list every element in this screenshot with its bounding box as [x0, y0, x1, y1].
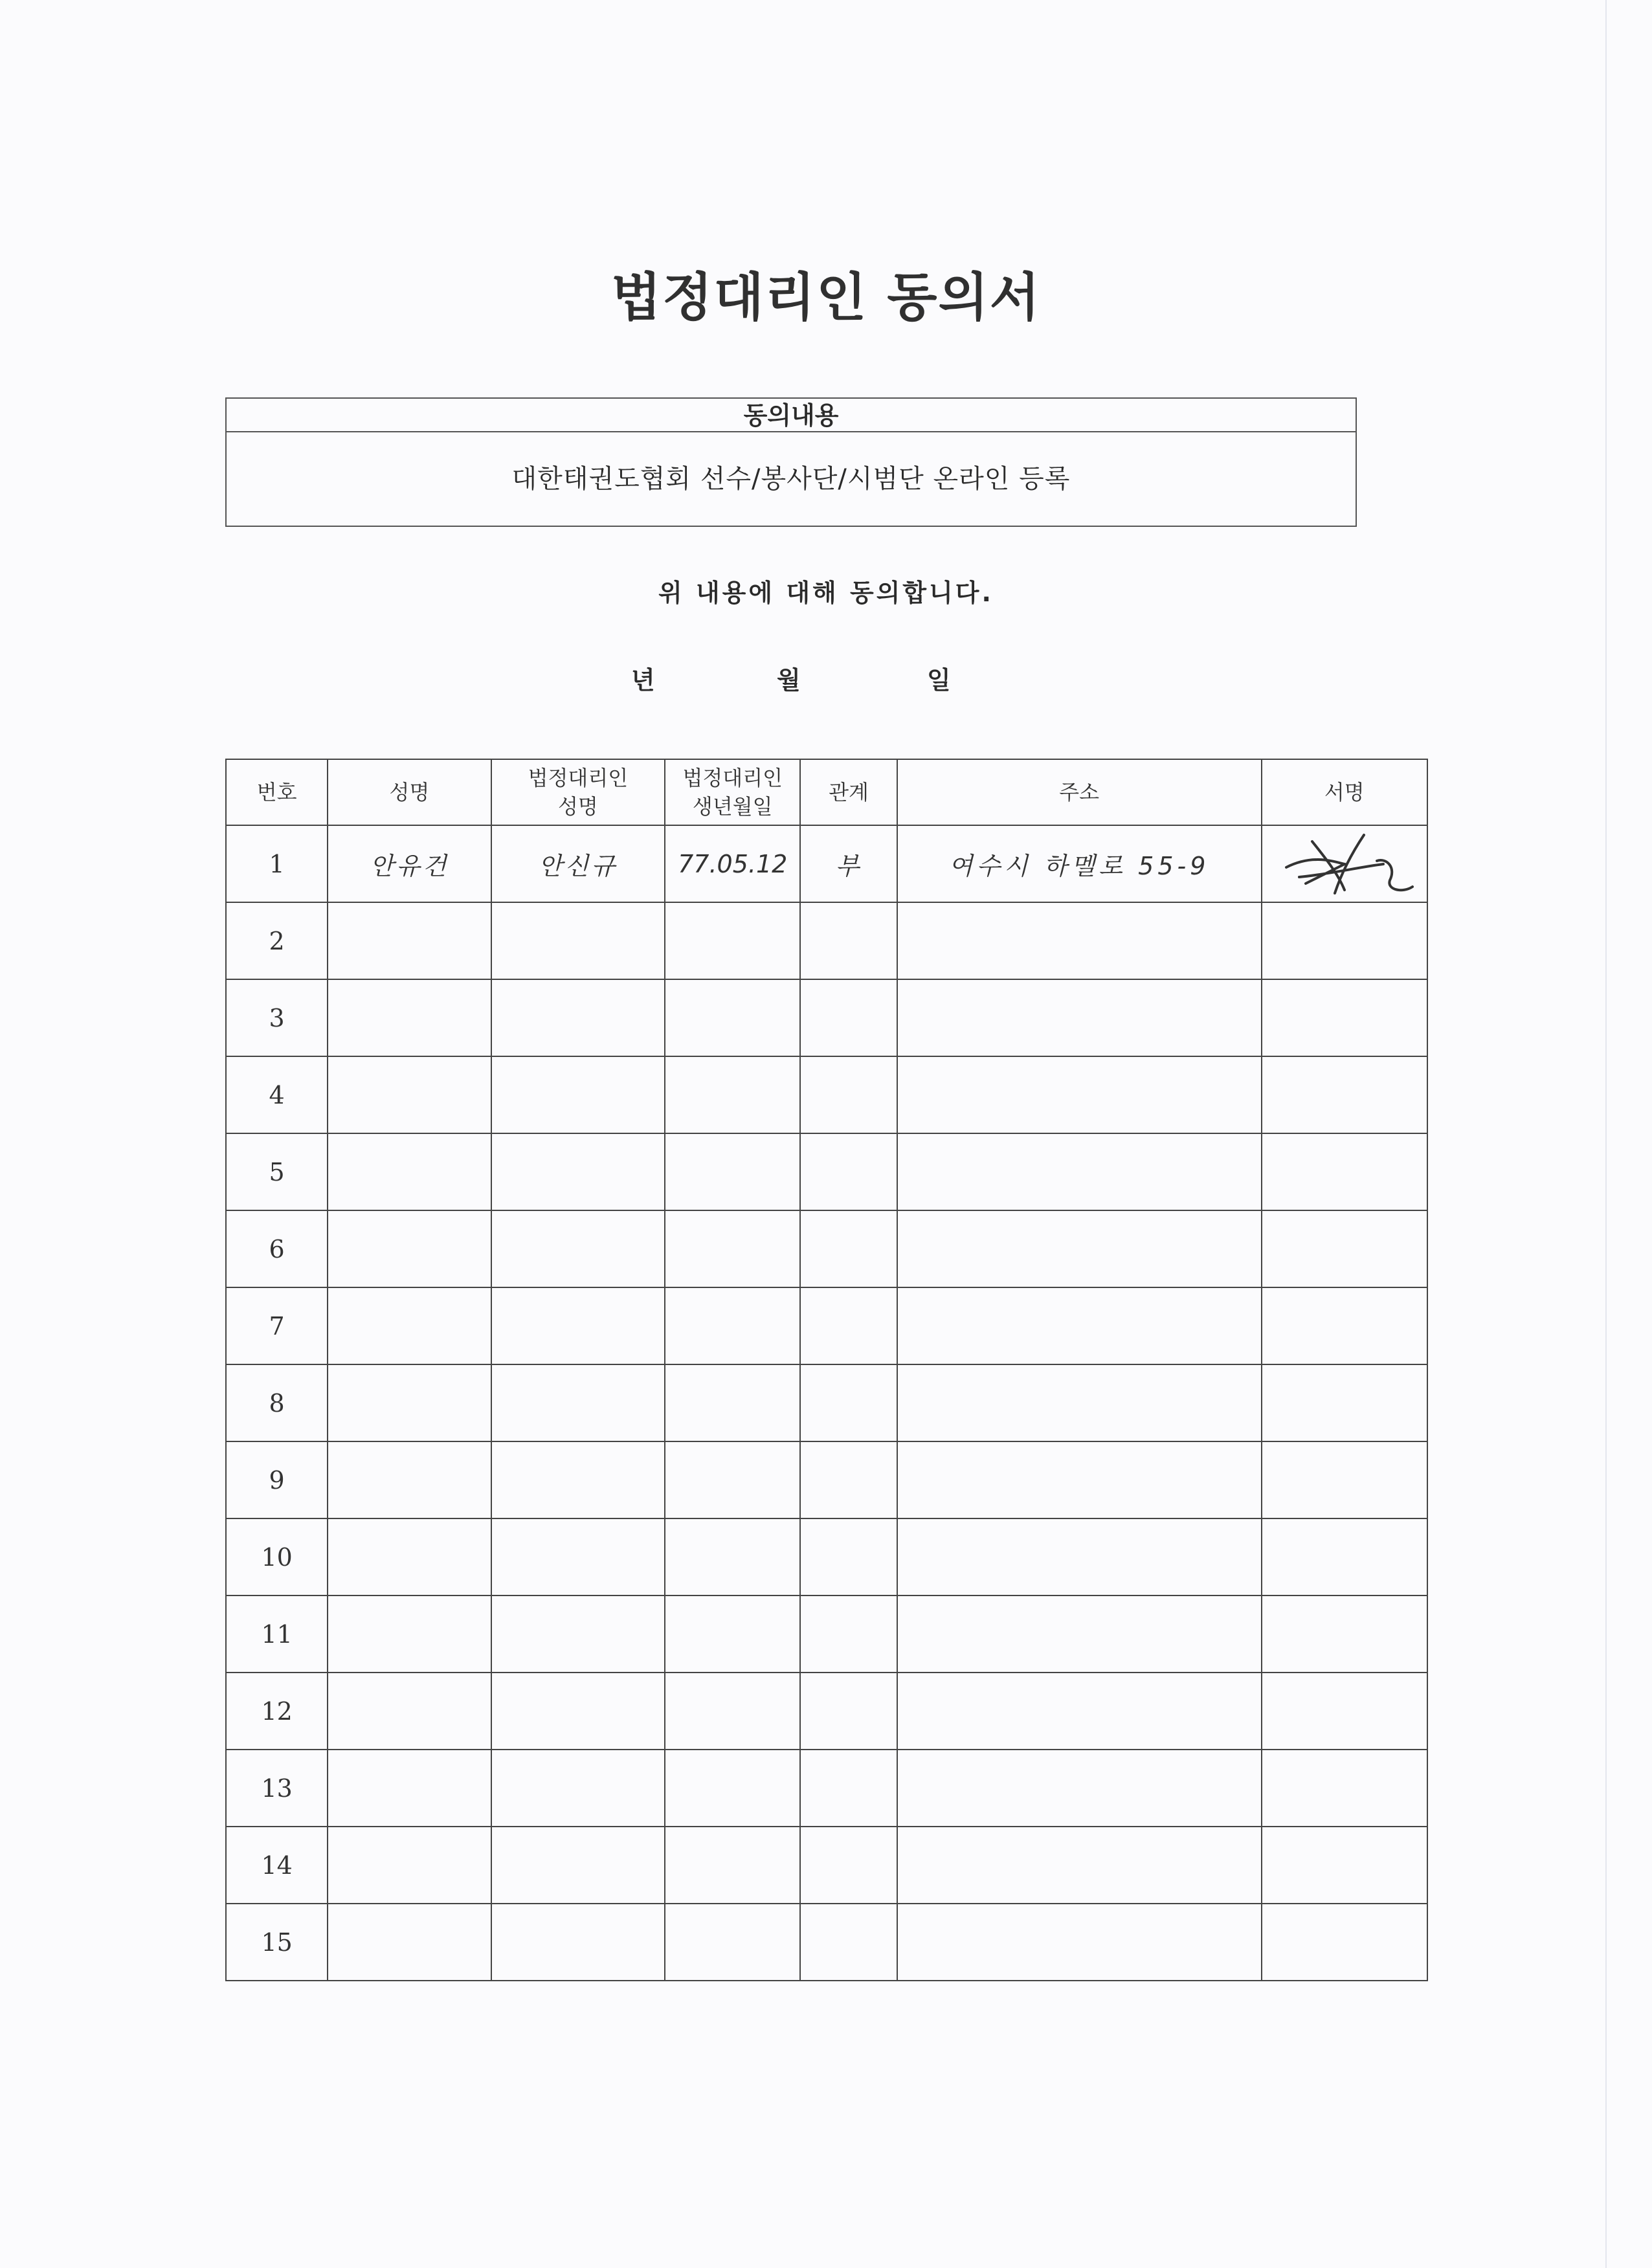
table-row — [226, 825, 1427, 902]
row-no: 14 — [226, 1827, 328, 1904]
page-title: 법정대리인 동의서 — [610, 267, 1042, 328]
table-header-row — [226, 759, 1427, 825]
header-guardian-name-line1: 법정대리인 — [528, 766, 629, 790]
table-row — [226, 1595, 1427, 1673]
table-row — [226, 1673, 1427, 1750]
row-no: 5 — [226, 1133, 328, 1210]
table-row — [226, 1287, 1427, 1364]
table-row — [226, 1827, 1427, 1904]
header-no: 번호 — [226, 759, 328, 825]
row-signature — [1262, 825, 1427, 902]
table-row — [226, 1904, 1427, 1981]
table-row — [226, 1518, 1427, 1595]
date-month-label: 월 — [777, 666, 801, 695]
table-row — [226, 1133, 1427, 1210]
row-no: 10 — [226, 1518, 328, 1595]
table-row — [226, 1441, 1427, 1518]
consent-box — [225, 397, 1357, 527]
row-no: 4 — [226, 1056, 328, 1133]
row-no: 6 — [226, 1210, 328, 1287]
date-year-label: 년 — [631, 666, 655, 695]
consent-content: 대한태권도협회 선수/봉사단/시범단 온라인 등록 — [511, 464, 1071, 494]
header-name: 성명 — [328, 759, 491, 825]
row-no: 9 — [226, 1441, 328, 1518]
header-address: 주소 — [897, 759, 1262, 825]
agreement-text: 위 내용에 대해 동의합니다. — [658, 579, 994, 607]
row-no: 7 — [226, 1287, 328, 1364]
row-no: 1 — [226, 825, 328, 902]
row-guardian-name: 안신규 — [491, 825, 665, 902]
row-no: 2 — [226, 902, 328, 979]
row-no: 8 — [226, 1364, 328, 1441]
table-row — [226, 1210, 1427, 1287]
table-row — [226, 902, 1427, 979]
row-no: 15 — [226, 1904, 328, 1981]
header-signature: 서명 — [1262, 759, 1427, 825]
header-guardian-birth — [665, 759, 800, 825]
row-no: 3 — [226, 979, 328, 1056]
header-guardian-birth-line1: 법정대리인 — [682, 766, 783, 790]
header-guardian-birth-line2: 생년월일 — [692, 794, 773, 819]
row-name: 안유건 — [328, 825, 491, 902]
handwritten-signature — [1273, 828, 1416, 900]
header-guardian-name-line2: 성명 — [557, 794, 598, 819]
table-row — [226, 979, 1427, 1056]
header-guardian-name — [491, 759, 665, 825]
row-relation: 부 — [800, 825, 897, 902]
header-relation: 관계 — [800, 759, 897, 825]
table-row — [226, 1750, 1427, 1827]
date-day-label: 일 — [927, 666, 951, 695]
scan-edge — [1605, 0, 1607, 2268]
table-row — [226, 1364, 1427, 1441]
row-no: 12 — [226, 1673, 328, 1750]
row-no: 13 — [226, 1750, 328, 1827]
table-row — [226, 1056, 1427, 1133]
row-no: 11 — [226, 1595, 328, 1673]
consent-heading: 동의내용 — [227, 399, 1356, 432]
row-address: 여수시 하멜로 55-9 — [897, 825, 1262, 902]
registration-table — [225, 759, 1428, 1981]
row-guardian-birth: 77.05.12 — [665, 825, 800, 902]
